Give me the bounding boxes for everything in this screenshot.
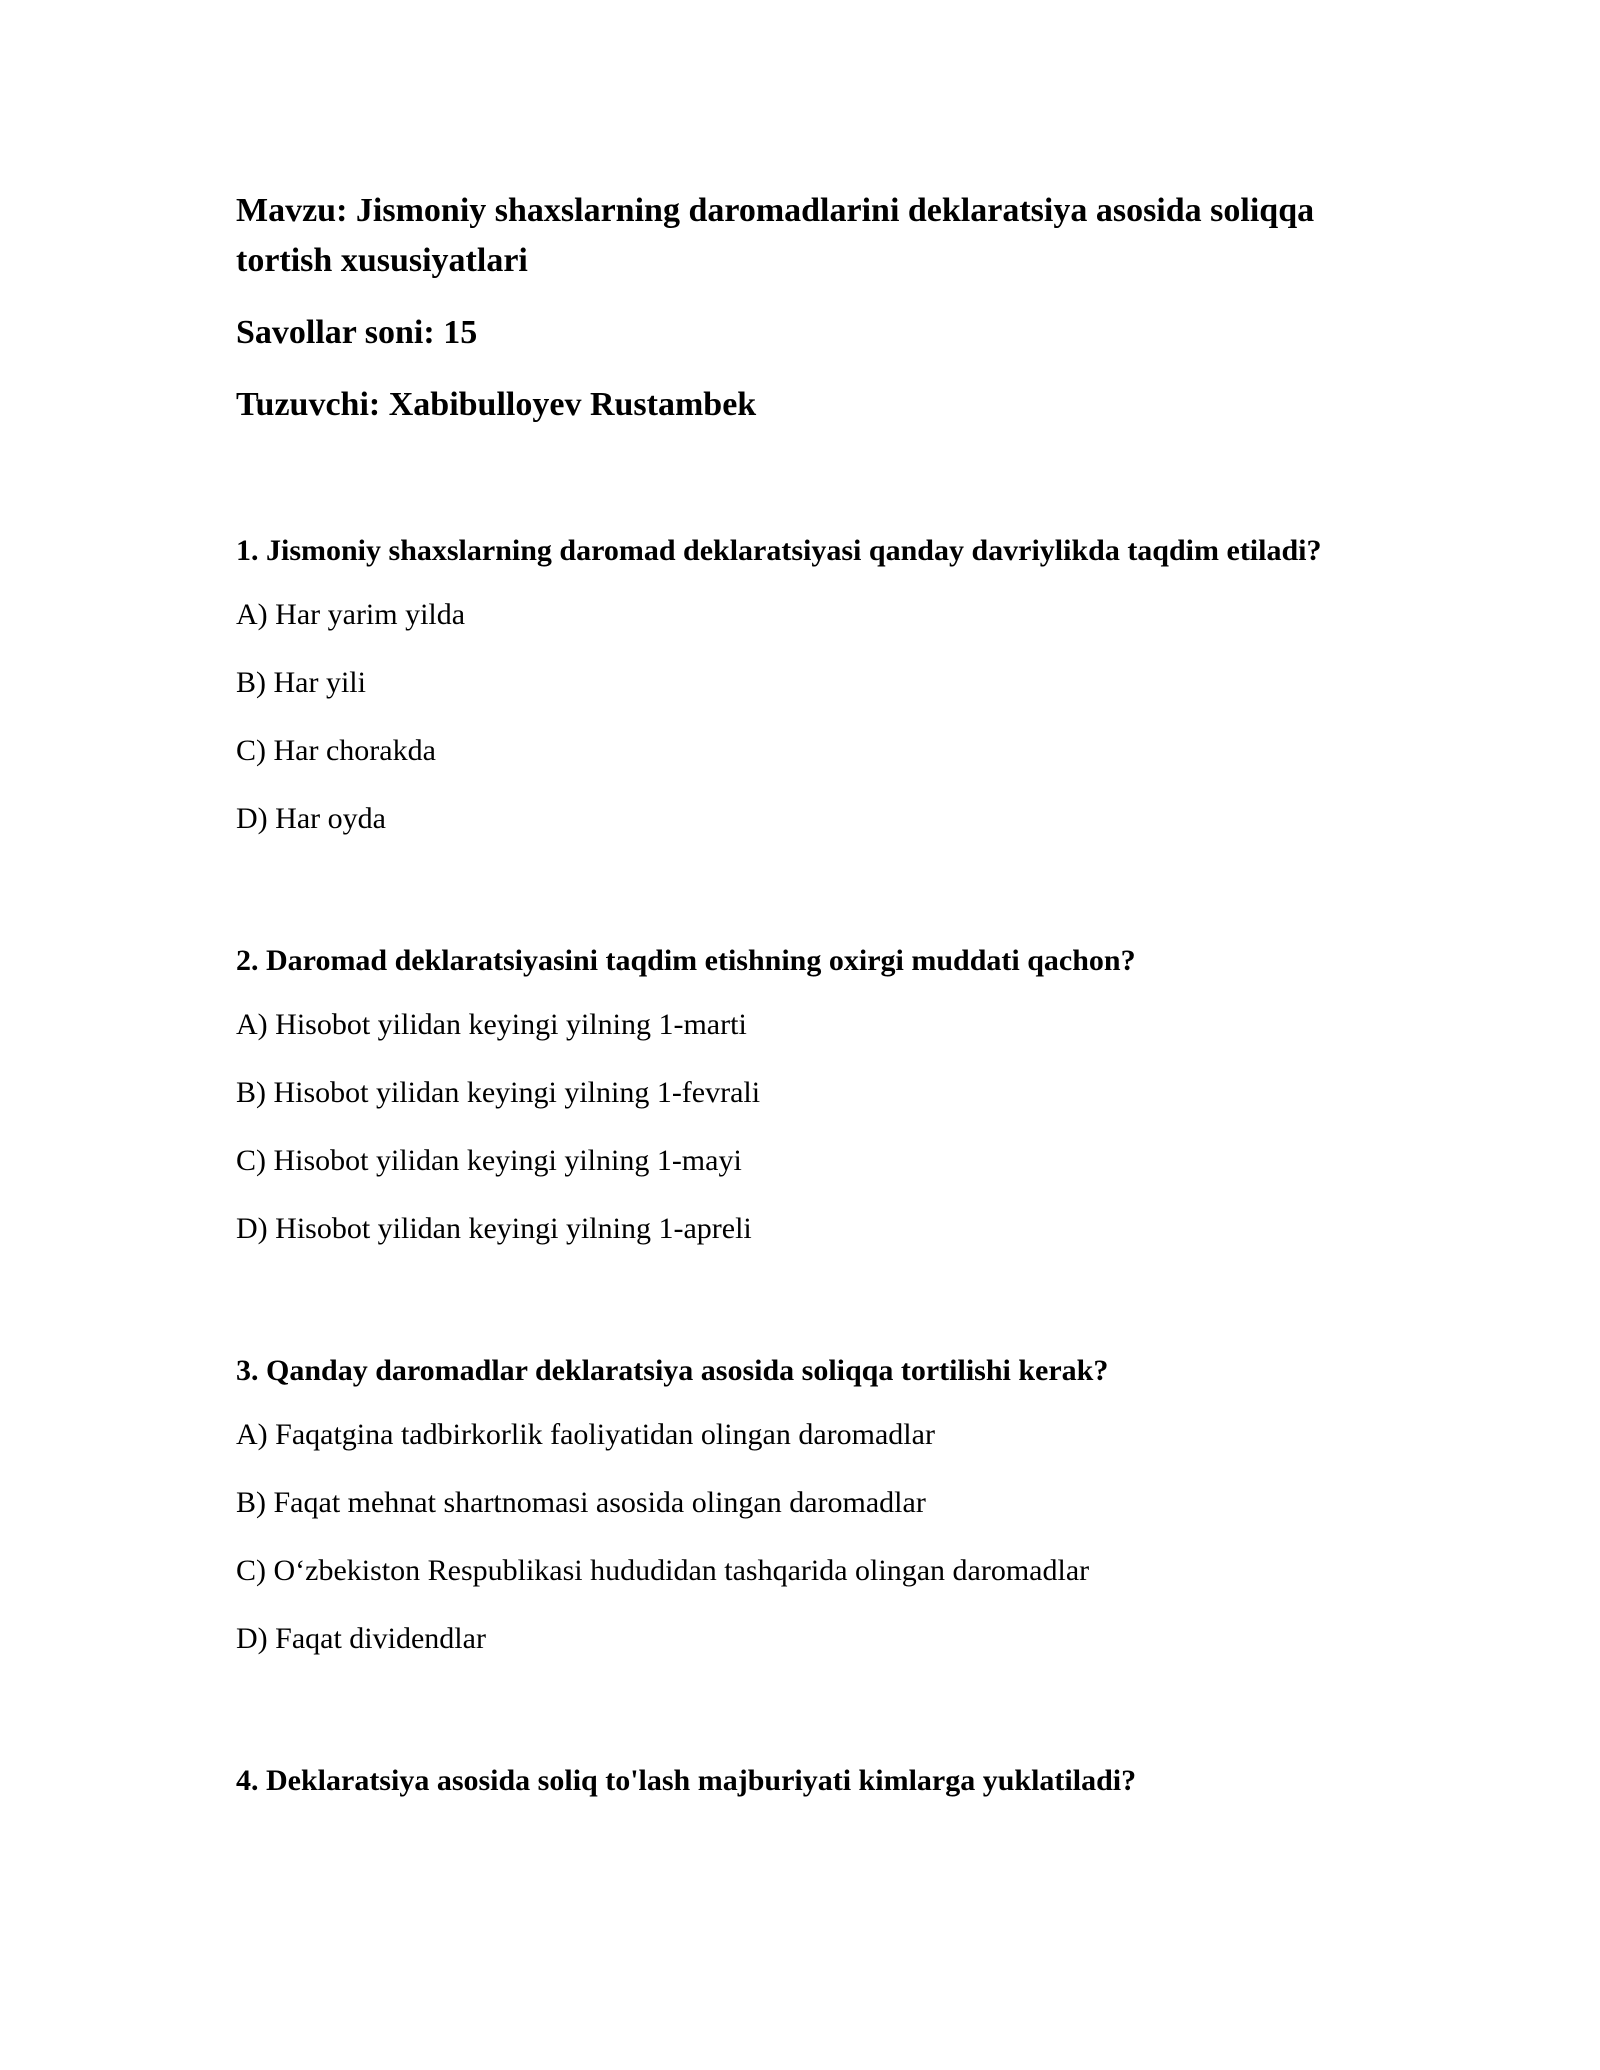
document-topic: Mavzu: Jismoniy shaxslarning daromadlarini deklaratsiya asosida soliqqa tortish xususiyatlari <box>236 192 1315 279</box>
question-text: 1. Jismoniy shaxslarning daromad deklaratsiyasi qanday davriylikda taqdim etiladi? <box>236 534 1322 567</box>
answer-option-d: D) Har oyda <box>236 802 386 835</box>
question-text: 2. Daromad deklaratsiyasini taqdim etishning oxirgi muddati qachon? <box>236 944 1136 977</box>
document-page <box>236 186 1356 1824</box>
answer-option-c: C) O‘zbekiston Respublikasi hududidan tashqarida olingan daromadlar <box>236 1554 1090 1587</box>
question-3 <box>236 1350 1356 1660</box>
question-4 <box>236 1760 1356 1802</box>
answer-option-c: C) Har chorakda <box>236 734 436 767</box>
answer-option-b: B) Hisobot yilidan keyingi yilning 1-fevrali <box>236 1076 761 1109</box>
answer-option-b: B) Har yili <box>236 666 366 699</box>
answer-option-d: D) Faqat dividendlar <box>236 1622 486 1655</box>
answer-option-d: D) Hisobot yilidan keyingi yilning 1-apreli <box>236 1212 752 1245</box>
question-2 <box>236 940 1356 1250</box>
question-count: Savollar soni: 15 <box>236 314 478 351</box>
answer-option-a: A) Faqatgina tadbirkorlik faoliyatidan olingan daromadlar <box>236 1418 935 1451</box>
answer-option-c: C) Hisobot yilidan keyingi yilning 1-mayi <box>236 1144 742 1177</box>
question-text: 4. Deklaratsiya asosida soliq to'lash majburiyati kimlarga yuklatiladi? <box>236 1764 1137 1797</box>
question-text: 3. Qanday daromadlar deklaratsiya asosida soliqqa tortilishi kerak? <box>236 1354 1109 1387</box>
question-1 <box>236 530 1356 840</box>
document-author: Tuzuvchi: Xabibulloyev Rustambek <box>236 386 757 423</box>
answer-option-b: B) Faqat mehnat shartnomasi asosida olingan daromadlar <box>236 1486 926 1519</box>
answer-option-a: A) Har yarim yilda <box>236 598 466 631</box>
answer-option-a: A) Hisobot yilidan keyingi yilning 1-marti <box>236 1008 747 1041</box>
